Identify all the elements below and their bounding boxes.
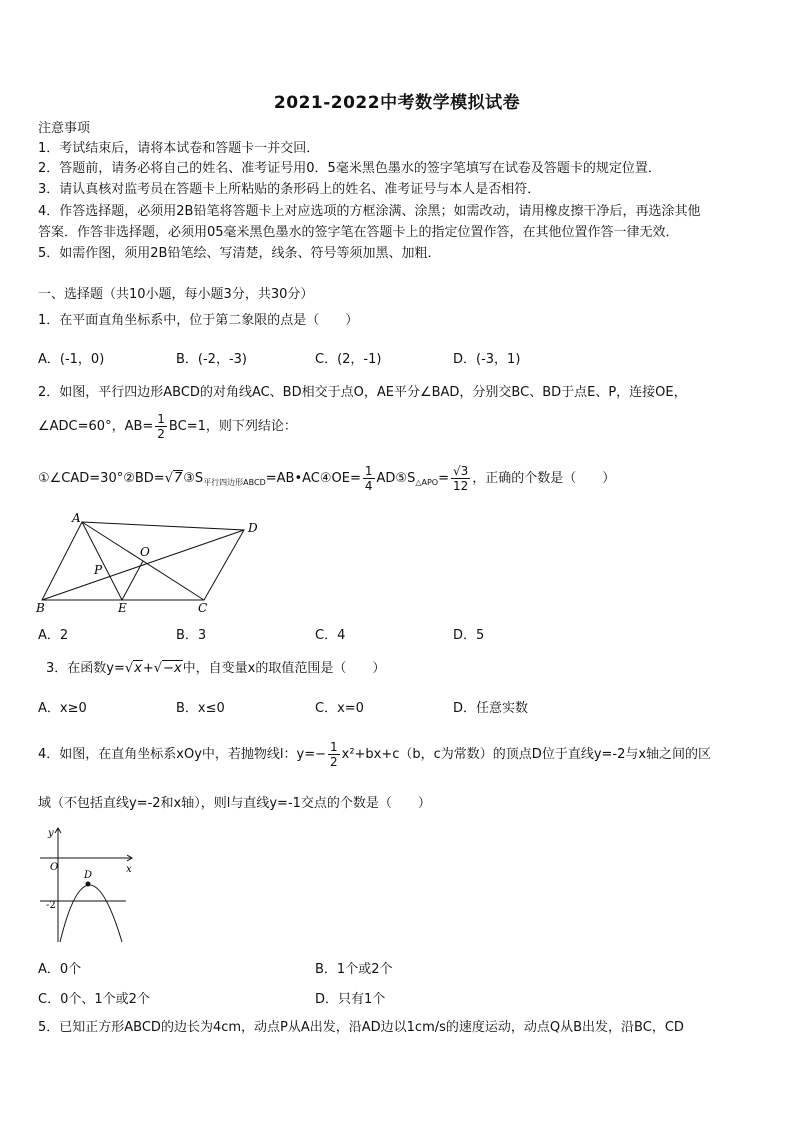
q2-conclusion-text: ①∠CAD=30°②BD=	[38, 471, 165, 486]
notice-item: 5．如需作图，须用2B铅笔绘、写清楚，线条、符号等须加黑、加粗．	[38, 246, 441, 261]
q2-cond-text: ∠ADC=60°，AB=	[38, 419, 154, 434]
q4-text: 4．如图，在直角坐标系xOy中，若抛物线l：y=−	[38, 747, 326, 762]
notice-item: 4．作答选择题，必须用2B铅笔将答题卡上对应选项的方框涂满、涂黑；如需改动，请用橡皮擦干净后，再选涂其他	[38, 204, 701, 219]
label-y: y	[48, 828, 54, 839]
q3-option-b: B．x≤0	[176, 701, 225, 716]
q2-option-b: B．3	[176, 628, 207, 643]
sqrt-symbol: √−x	[153, 661, 182, 676]
label-A: A	[72, 512, 81, 525]
q2-conclusion-text: =AB•AC④OE=	[265, 471, 361, 486]
q1-option-b: B．(-2，-3)	[176, 352, 247, 367]
q2-conclusion-text: =	[438, 471, 449, 486]
question-5-stem: 5．已知正方形ABCD的边长为4cm，动点P从A出发，沿AD边以1cm/s的速度运动，动点Q从B出发，沿BC，CD	[38, 1020, 684, 1035]
q4-option-a: A．0个	[38, 962, 82, 977]
question-3-stem	[46, 660, 385, 678]
question-2-condition	[38, 412, 297, 442]
q2-conclusion-text: ，正确的个数是（ ）	[472, 471, 616, 486]
q2-option-a: A．2	[38, 628, 69, 643]
q2-fraction-oe: $\frac{1}{4}$	[364, 464, 373, 493]
q3-text: 3．在函数y=	[46, 661, 125, 676]
q4-fraction: $\frac{1}{2}$	[329, 740, 338, 769]
notice-item: 3．请认真核对监考员在答题卡上所粘贴的条形码上的姓名、准考证号与本人是否相符．	[38, 182, 541, 197]
label-O: O	[140, 545, 150, 559]
label-E: E	[118, 601, 127, 614]
notice-heading: 注意事项	[38, 121, 91, 136]
label-B: B	[36, 601, 45, 614]
question-1-stem: 1．在平面直角坐标系中，位于第二象限的点是（ ）	[38, 313, 359, 328]
page-title: 2021-2022中考数学模拟试卷	[273, 93, 521, 113]
q4-text: x²+bx+c（b，c为常数）的顶点D位于直线y=-2与x轴之间的区	[341, 747, 712, 762]
q3-option-d: D．任意实数	[453, 701, 529, 716]
q2-fraction: $\frac{1}{2}$	[157, 412, 165, 441]
parabola-figure	[36, 824, 140, 946]
sqrt-symbol: √x	[124, 661, 142, 676]
label-minus-2: -2	[46, 900, 56, 911]
q1-option-c: C．(2，-1)	[315, 352, 382, 367]
notice-item: 1．考试结束后，请将本试卷和答题卡一并交回．	[38, 141, 320, 156]
question-4-stem	[38, 740, 711, 770]
q2-option-c: C．4	[315, 628, 346, 643]
q3-option-a: A．x≥0	[38, 701, 87, 716]
q2-conclusion-text: AD⑤S	[376, 471, 416, 486]
notice-item: 答案．作答非选择题，必须用05毫米黑色墨水的签字笔在答题卡上的指定位置作答，在其他位置作答一律无效．	[38, 225, 679, 240]
q1-option-a: A．(-1，0)	[38, 352, 105, 367]
q2-conclusion-text: ③S	[183, 471, 204, 486]
q3-text: +	[142, 661, 154, 676]
q2-cond-text-2: BC=1，则下列结论：	[168, 419, 297, 434]
label-C: C	[198, 601, 208, 614]
q4-option-c: C．0个、1个或2个	[38, 992, 150, 1007]
label-x: x	[126, 864, 132, 875]
q2-option-d: D．5	[453, 628, 485, 643]
label-origin: O	[50, 862, 59, 873]
q3-text: 中，自变量x的取值范围是（ ）	[182, 661, 386, 676]
parallelogram-figure	[34, 512, 264, 614]
q2-subscript: △APO	[415, 478, 439, 487]
q4-option-b: B．1个或2个	[315, 962, 393, 977]
q4-option-d: D．只有1个	[315, 992, 386, 1007]
section-heading: 一、选择题（共10小题，每小题3分，共30分）	[38, 287, 314, 302]
question-2-stem: 2．如图，平行四边形ABCD的对角线AC、BD相交于点O，AE平分∠BAD，分别交BC、BD于点E、P，连接OE，	[38, 385, 687, 400]
notice-item: 2．答题前，请务必将自己的姓名、准考证号用0．5毫米黑色墨水的签字笔填写在试卷及答题卡的规定位置．	[38, 161, 661, 176]
q1-option-d: D．(-3，1)	[453, 352, 521, 367]
question-4-stem-2: 域（不包括直线y=-2和x轴），则l与直线y=-1交点的个数是（ ）	[38, 796, 431, 811]
label-D: D	[84, 870, 93, 881]
question-2-conclusions	[38, 462, 615, 500]
q2-subscript: 平行四边形ABCD	[203, 478, 266, 487]
q3-option-c: C．x=0	[315, 701, 364, 716]
sqrt-symbol: √7	[164, 471, 183, 486]
label-D: D	[248, 521, 258, 535]
q2-fraction-area: $\frac{√3}{12}$	[452, 464, 469, 493]
label-P: P	[94, 563, 103, 577]
